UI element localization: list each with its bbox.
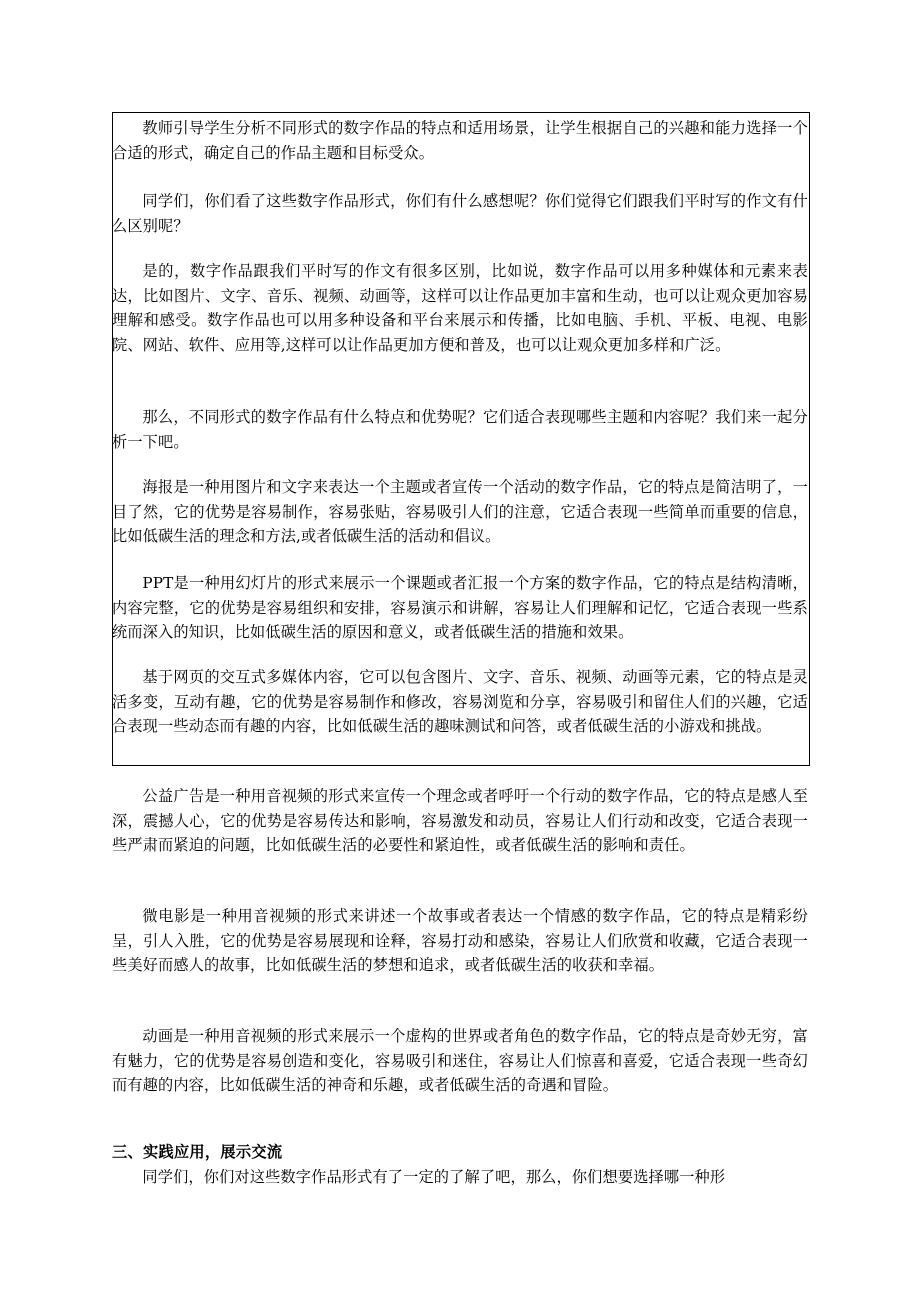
paragraph-public-ad: 公益广告是一种用音视频的形式来宣传一个理念或者呼吁一个行动的数字作品，它的特点是感人至深，震撼人心，它的优势是容易传达和影响，容易激发和动员，容易让人们行动和改变，它适合表现一些严肃而紧迫的问题，比如低碳生活的必要性和紧迫性，或者低碳生活的影响和责任。 xyxy=(112,787,808,855)
paragraph-web-interactive: 基于网页的交互式多媒体内容，它可以包含图片、文字、音乐、视频、动画等元素，它的特点是灵活多变，互动有趣，它的优势是容易制作和修改，容易浏览和分享，容易吸引和留住人们的兴趣，它适合表现一些动态而有趣的内容，比如低碳生活的趣味测试和问答，或者低碳生活的小游戏和挑战。 xyxy=(112,668,808,736)
paragraph-question: 同学们，你们看了这些数字作品形式，你们有什么感想呢？你们觉得它们跟我们平时写的作文有什么区别呢？ xyxy=(112,192,808,235)
section-heading: 三、实践应用，展示交流 xyxy=(112,1143,283,1161)
paragraph-closing: 同学们，你们对这些数字作品形式有了一定的了解了吧，那么，你们想要选择哪一种形 xyxy=(142,1168,726,1186)
paragraph-analysis-intro: 那么，不同形式的数字作品有什么特点和优势呢？它们适合表现哪些主题和内容呢？我们来一起分析一下吧。 xyxy=(112,408,808,451)
paragraph-micro-film: 微电影是一种用音视频的形式来讲述一个故事或者表达一个情感的数字作品，它的特点是精彩纷呈，引人入胜，它的优势是容易展现和诠释，容易打动和感染，容易让人们欣赏和收藏，它适合表现一些美好而感人的故事，比如低碳生活的梦想和追求，或者低碳生活的收获和幸福。 xyxy=(112,907,808,975)
paragraph-teacher-guide: 教师引导学生分析不同形式的数字作品的特点和适用场景，让学生根据自己的兴趣和能力选择一个合适的形式，确定自己的作品主题和目标受众。 xyxy=(112,119,808,162)
paragraph-animation: 动画是一种用音视频的形式来展示一个虚构的世界或者角色的数字作品，它的特点是奇妙无穷，富有魅力，它的优势是容易创造和变化，容易吸引和迷住，容易让人们惊喜和喜爱，它适合表现一些奇幻而有趣的内容，比如低碳生活的神奇和乐趣，或者低碳生活的奇遇和冒险。 xyxy=(112,1027,808,1095)
paragraph-differences: 是的，数字作品跟我们平时写的作文有很多区别，比如说，数字作品可以用多种媒体和元素来表达，比如图片、文字、音乐、视频、动画等，这样可以让作品更加丰富和生动，也可以让观众更加容易理解和感受。数字作品也可以用多种设备和平台来展示和传播，比如电脑、手机、平板、电视、电影院、网站、软件、应用等,这样可以让作品更加方便和普及，也可以让观众更加多样和广泛。 xyxy=(112,262,808,354)
paragraph-ppt: PPT是一种用幻灯片的形式来展示一个课题或者汇报一个方案的数字作品，它的特点是结构清晰，内容完整，它的优势是容易组织和安排，容易演示和讲解，容易让人们理解和记忆，它适合表现一些系统而深入的知识，比如低碳生活的原因和意义，或者低碳生活的措施和效果。 xyxy=(112,574,808,642)
paragraph-poster: 海报是一种用图片和文字来表达一个主题或者宣传一个活动的数字作品，它的特点是简洁明了，一目了然，它的优势是容易制作，容易张贴，容易吸引人们的注意，它适合表现一些简单而重要的信息，比如低碳生活的理念和方法,或者低碳生活的活动和倡议。 xyxy=(112,478,808,546)
